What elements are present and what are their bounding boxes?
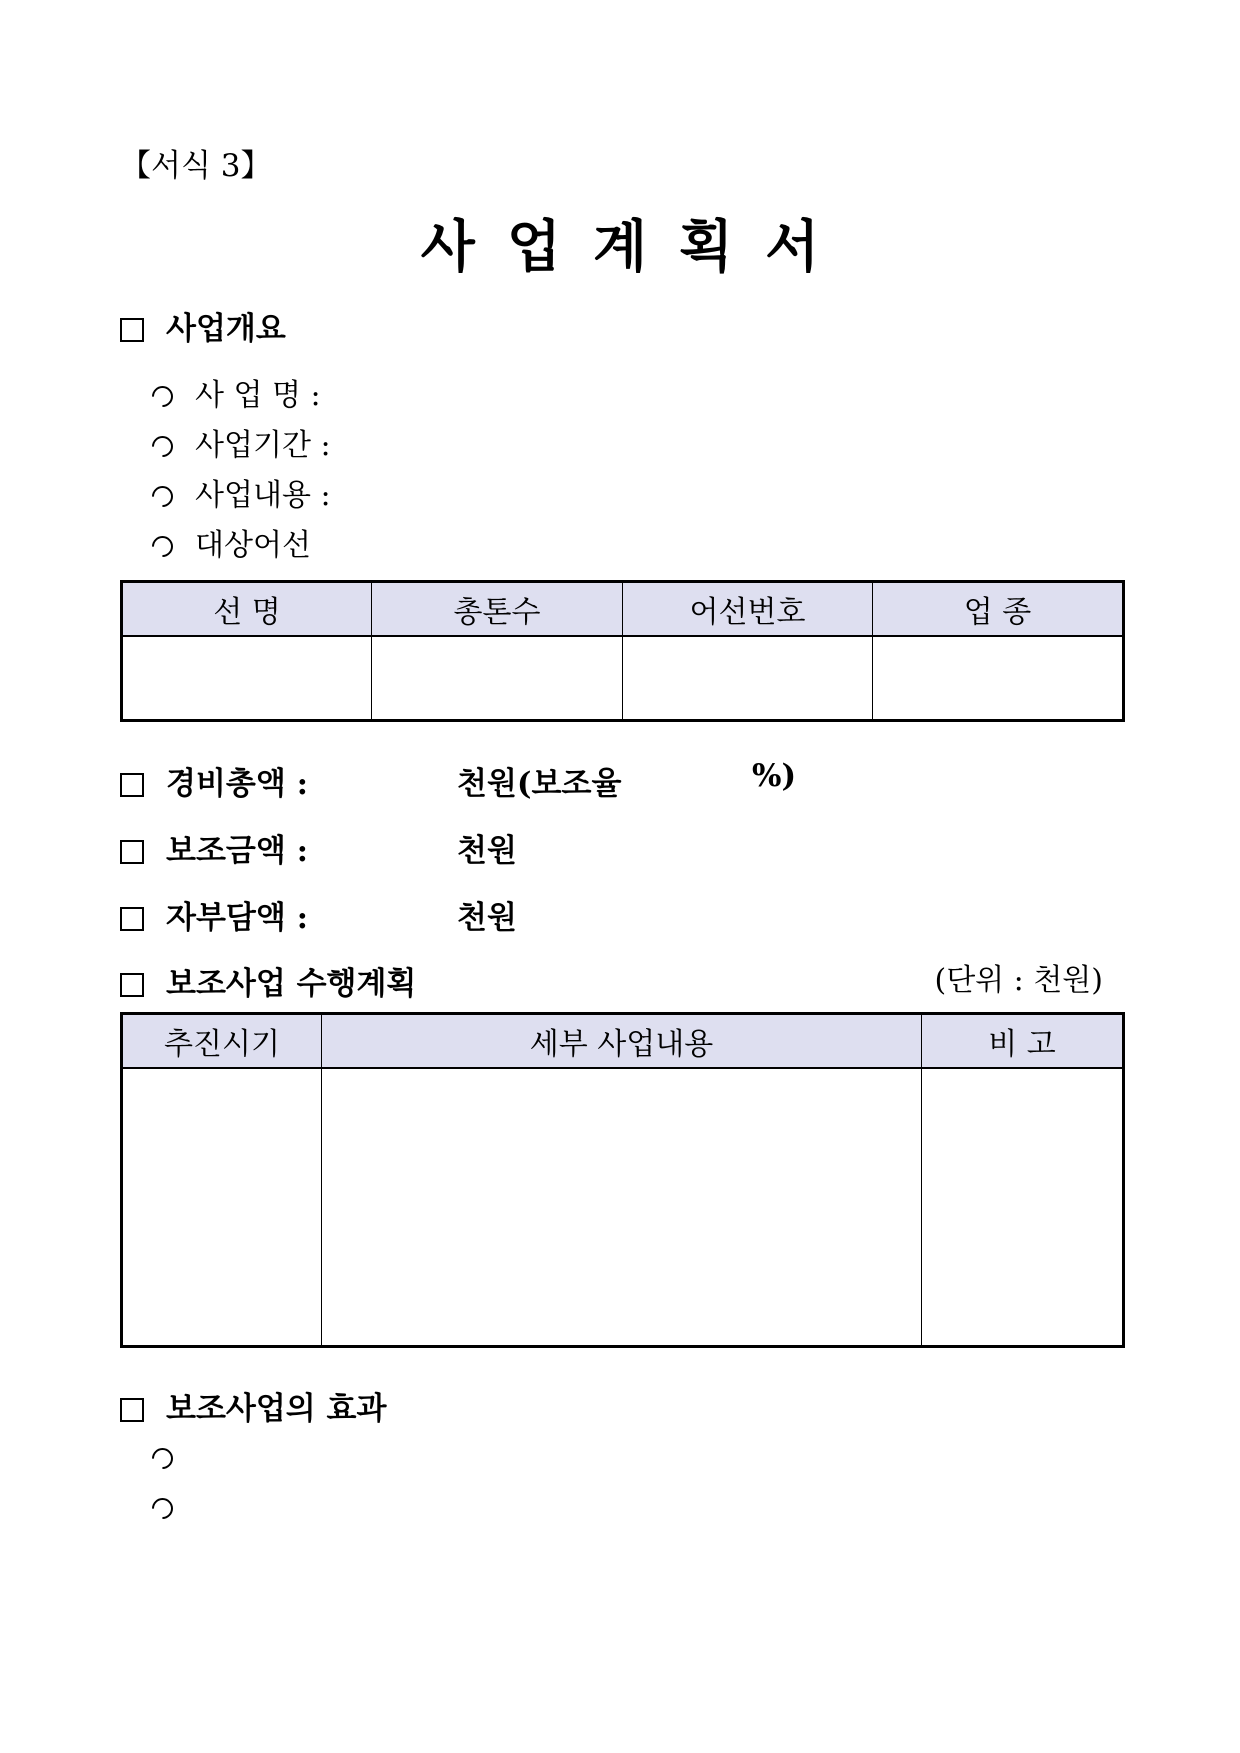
checkbox-icon <box>120 840 144 864</box>
circle-bullet-icon <box>148 382 178 412</box>
total-cost-label: 경비총액 : <box>166 766 309 802</box>
subsidy-amount-label: 보조금액 : <box>166 833 309 869</box>
circle-bullet-icon <box>148 1444 178 1474</box>
total-cost-section <box>120 758 308 803</box>
circle-bullet-icon <box>148 532 178 562</box>
effect-item-2 <box>152 1490 195 1525</box>
subsidy-rate-percent: %) <box>752 758 797 794</box>
overview-item-business-period: 사업기간 : <box>152 420 331 464</box>
vessel-number-cell[interactable] <box>623 636 873 720</box>
checkbox-icon <box>120 973 144 997</box>
self-pay-section <box>120 892 308 937</box>
total-cost-unit: 천원(보조율 <box>457 766 622 802</box>
vessel-table-header-row <box>122 582 1124 637</box>
vessel-table-header-name: 선 명 <box>122 582 372 637</box>
overview-heading: 사업개요 <box>166 311 286 347</box>
plan-table-header-details: 세부 사업내용 <box>322 1014 922 1069</box>
checkbox-icon <box>120 318 144 342</box>
unit-note: (단위 : 천원) <box>934 963 1103 998</box>
self-pay-unit: 천원 <box>457 900 517 936</box>
plan-heading: 보조사업 수행계획 <box>166 966 417 1002</box>
circle-bullet-icon <box>148 482 178 512</box>
plan-table-header-remarks: 비 고 <box>922 1014 1124 1069</box>
effect-item-1 <box>152 1440 195 1475</box>
overview-item-business-content: 사업내용 : <box>152 470 331 514</box>
plan-table-header-row <box>122 1014 1124 1069</box>
document-title: 사업계획서 <box>420 214 852 280</box>
circle-bullet-icon <box>148 1494 178 1524</box>
vessel-tonnage-cell[interactable] <box>372 636 623 720</box>
plan-details-cell[interactable] <box>322 1068 922 1346</box>
plan-table-header-period: 추진시기 <box>122 1014 322 1069</box>
vessel-name-cell[interactable] <box>122 636 372 720</box>
checkbox-icon <box>120 1398 144 1422</box>
overview-section <box>120 303 286 348</box>
plan-section <box>120 958 416 1003</box>
checkbox-icon <box>120 773 144 797</box>
overview-item-business-name: 사 업 명 : <box>152 370 321 414</box>
subsidy-amount-unit: 천원 <box>457 833 517 869</box>
circle-bullet-icon <box>148 432 178 462</box>
table-row <box>122 636 1124 720</box>
effect-heading: 보조사업의 효과 <box>166 1391 387 1427</box>
vessel-table-header-type: 업 종 <box>873 582 1124 637</box>
effect-section <box>120 1383 386 1428</box>
self-pay-label: 자부담액 : <box>166 900 309 936</box>
overview-item-target-vessel: 대상어선 <box>152 520 311 564</box>
vessel-table <box>120 580 1125 722</box>
vessel-type-cell[interactable] <box>873 636 1124 720</box>
subsidy-amount-section <box>120 825 308 870</box>
plan-period-cell[interactable] <box>122 1068 322 1346</box>
plan-remarks-cell[interactable] <box>922 1068 1124 1346</box>
checkbox-icon <box>120 907 144 931</box>
form-label: 【서식 3】 <box>120 148 272 184</box>
plan-table <box>120 1012 1125 1348</box>
table-row <box>122 1068 1124 1346</box>
vessel-table-header-tonnage: 총톤수 <box>372 582 623 637</box>
vessel-table-header-number: 어선번호 <box>623 582 873 637</box>
